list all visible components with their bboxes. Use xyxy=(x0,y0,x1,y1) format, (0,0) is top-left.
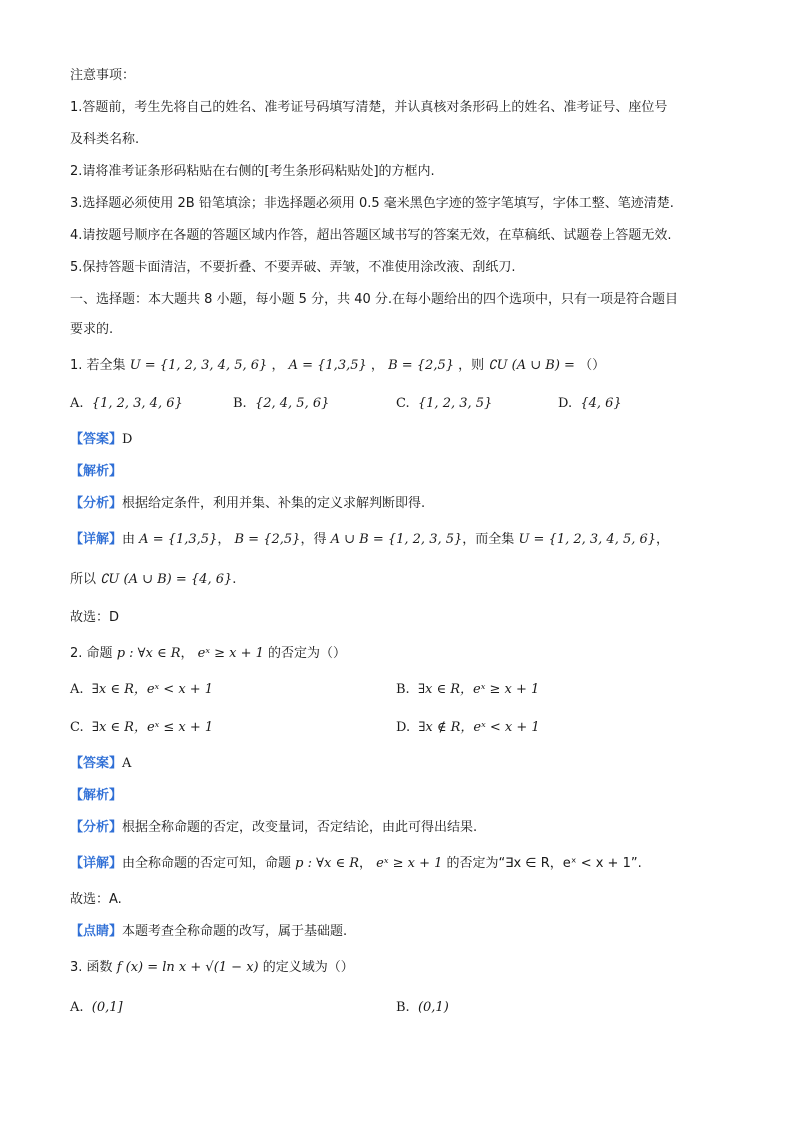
q1-option-a xyxy=(70,394,183,414)
q1-option-c-value: {1, 2, 3, 5} xyxy=(417,396,493,411)
q1-xiangjie-tag: 【详解】 xyxy=(70,532,123,547)
q1-xj-de: ，得 xyxy=(300,532,327,547)
q2-option-b-value: ∃x ∈ R，eˣ ≥ x + 1 xyxy=(417,682,540,697)
notice-item-3: 3.选择题必须使用 2B 铅笔填涂；非选择题必须用 0.5 毫米黑色字迹的签字笔填写，字体工整、笔迹清楚. xyxy=(70,196,674,211)
q2-option-b-label: B. xyxy=(396,682,410,697)
q1-suoyi: 所以 ∁U (A ∪ B) = {4, 6}. xyxy=(70,572,237,587)
q1-conclusion: 故选：D xyxy=(70,610,120,625)
notice-item-2: 2.请将准考证条形码粘贴在右侧的[考生条形码粘贴处]的方框内. xyxy=(70,164,435,179)
q2-option-b xyxy=(396,680,539,700)
section-header-cont: 要求的. xyxy=(70,322,114,337)
q2-answer-value: A xyxy=(122,756,132,771)
q1-option-a-label: A. xyxy=(70,396,84,411)
q3-option-b-value: (0,1) xyxy=(417,1000,449,1015)
q3-option-b-label: B. xyxy=(396,1000,410,1015)
q3-option-a-label: A. xyxy=(70,1000,84,1015)
q1-paren: （） xyxy=(579,358,606,373)
q3-option-a-value: (0,1] xyxy=(91,1000,123,1015)
notice-item-1: 1.答题前，考生先将自己的姓名、准考证号码填写清楚，并认真核对条形码上的姓名、准考证号、座位号 xyxy=(70,100,668,115)
q3-function: f (x) = ln x + √(1 − x) xyxy=(116,960,259,975)
q2-analysis-tag: 【解析】 xyxy=(70,788,123,803)
q1-option-d-value: {4, 6} xyxy=(580,396,622,411)
q1-xj-er: ，而全集 xyxy=(462,532,515,547)
q3-option-b xyxy=(396,998,449,1018)
q2-fenxi-tag: 【分析】 xyxy=(70,820,123,835)
q2-answer-tag: 【答案】 xyxy=(70,756,123,771)
q1-answer xyxy=(70,430,132,450)
q1-expression: ∁U (A ∪ B) = xyxy=(488,358,575,373)
question-2: 2. 命题 p : ∀x ∈ R， eˣ ≥ x + 1 的否定为（） xyxy=(70,646,347,661)
q2-xj-negation: 的否定为“∃x ∈ R，eˣ < x + 1”. xyxy=(446,856,642,871)
q1-option-a-value: {1, 2, 3, 4, 6} xyxy=(91,396,183,411)
q2-option-d-value: ∃x ∉ R，eˣ < x + 1 xyxy=(418,720,540,735)
q1-fenxi xyxy=(70,494,425,514)
q2-option-c-value: ∃x ∈ R，eˣ ≤ x + 1 xyxy=(91,720,214,735)
q2-prefix: 2. 命题 xyxy=(70,646,113,661)
q1-then: ，则 xyxy=(458,358,485,373)
q2-dianjing xyxy=(70,922,347,942)
q1-xj-union: A ∪ B = {1, 2, 3, 5} xyxy=(330,532,463,547)
q3-prefix: 3. 函数 xyxy=(70,960,113,975)
q1-fenxi-tag: 【分析】 xyxy=(70,496,123,511)
q1-option-b-label: B. xyxy=(233,396,247,411)
q1-option-d xyxy=(558,394,622,414)
q3-suffix: 的定义域为（） xyxy=(262,960,354,975)
q1-option-c xyxy=(396,394,492,414)
q1-analysis-tag: 【解析】 xyxy=(70,464,123,479)
q2-proposition: p : ∀x ∈ R xyxy=(116,646,181,661)
q1-suoyi-label: 所以 xyxy=(70,572,97,587)
q2-xj-condition: eˣ ≥ x + 1 xyxy=(376,856,443,871)
q1-option-b-value: {2, 4, 5, 6} xyxy=(254,396,330,411)
question-1: 1. 若全集 U = {1, 2, 3, 4, 5, 6} ， A = {1,3,5} ， B = {2,5} ，则 ∁U (A ∪ B) = （） xyxy=(70,358,606,373)
q2-condition: eˣ ≥ x + 1 xyxy=(197,646,264,661)
q2-fenxi-text: 根据全称命题的否定，改变量词，否定结论，由此可得出结果. xyxy=(122,820,478,835)
q2-fenxi xyxy=(70,818,477,838)
q2-xj-proposition: p : ∀x ∈ R xyxy=(295,856,359,871)
q1-suoyi-expr: ∁U (A ∪ B) = {4, 6} xyxy=(100,572,233,587)
q2-option-a xyxy=(70,680,213,700)
q2-xiangjie-tag: 【详解】 xyxy=(70,856,123,871)
q1-answer-tag: 【答案】 xyxy=(70,432,123,447)
q2-option-c xyxy=(70,718,213,738)
q1-universal-set: U = {1, 2, 3, 4, 5, 6} xyxy=(129,358,268,373)
q2-conclusion: 故选：A. xyxy=(70,892,122,907)
q1-option-b xyxy=(233,394,329,414)
q1-fenxi-text: 根据给定条件，利用并集、补集的定义求解判断即得. xyxy=(122,496,426,511)
q1-option-d-label: D. xyxy=(558,396,573,411)
q1-xj-universal: U = {1, 2, 3, 4, 5, 6} xyxy=(518,532,657,547)
notice-item-4: 4.请按题号顺序在各题的答题区域内作答，超出答题区域书写的答案无效，在草稿纸、试题卷上答题无效. xyxy=(70,228,672,243)
q3-option-a xyxy=(70,998,123,1018)
q1-xj-set-b: B = {2,5} xyxy=(234,532,301,547)
q2-answer xyxy=(70,754,131,774)
notice-item-1-cont: 及科类名称. xyxy=(70,132,140,147)
q1-xj-intro: 由 xyxy=(122,532,136,547)
q1-set-a: A = {1,3,5} xyxy=(288,358,367,373)
q2-option-c-label: C. xyxy=(70,720,84,735)
q1-prefix: 1. 若全集 xyxy=(70,358,126,373)
section-header: 一、选择题：本大题共 8 小题，每小题 5 分，共 40 分.在每小题给出的四个选项中，只有一项是符合题目 xyxy=(70,292,679,307)
notice-title: 注意事项： xyxy=(70,68,136,83)
q1-set-b: B = {2,5} xyxy=(388,358,454,373)
notice-item-5: 5.保持答题卡面清洁，不要折叠、不要弄破、弄皱，不准使用涂改液、刮纸刀. xyxy=(70,260,516,275)
q2-option-a-label: A. xyxy=(70,682,84,697)
q2-dianjing-text: 本题考查全称命题的改写，属于基础题. xyxy=(122,924,348,939)
question-3 xyxy=(70,958,354,978)
q2-suffix: 的否定为（） xyxy=(268,646,347,661)
q1-xj-set-a: A = {1,3,5} xyxy=(139,532,218,547)
q2-option-d-label: D. xyxy=(396,720,411,735)
q1-answer-value: D xyxy=(122,432,133,447)
q2-option-a-value: ∃x ∈ R，eˣ < x + 1 xyxy=(91,682,214,697)
q1-option-c-label: C. xyxy=(396,396,410,411)
q1-xiangjie: 【详解】由 A = {1,3,5}， B = {2,5}，得 A ∪ B = {1, 2, 3, 5}，而全集 U = {1, 2, 3, 4, 5, 6}， xyxy=(70,532,670,547)
q2-xiangjie: 【详解】由全称命题的否定可知，命题 p : ∀x ∈ R， eˣ ≥ x + 1 的否定为“∃x ∈ R，eˣ < x + 1”. xyxy=(70,856,642,871)
q2-xiangjie-text: 由全称命题的否定可知，命题 xyxy=(122,856,292,871)
q2-dianjing-tag: 【点睛】 xyxy=(70,924,123,939)
q2-option-d xyxy=(396,718,540,738)
